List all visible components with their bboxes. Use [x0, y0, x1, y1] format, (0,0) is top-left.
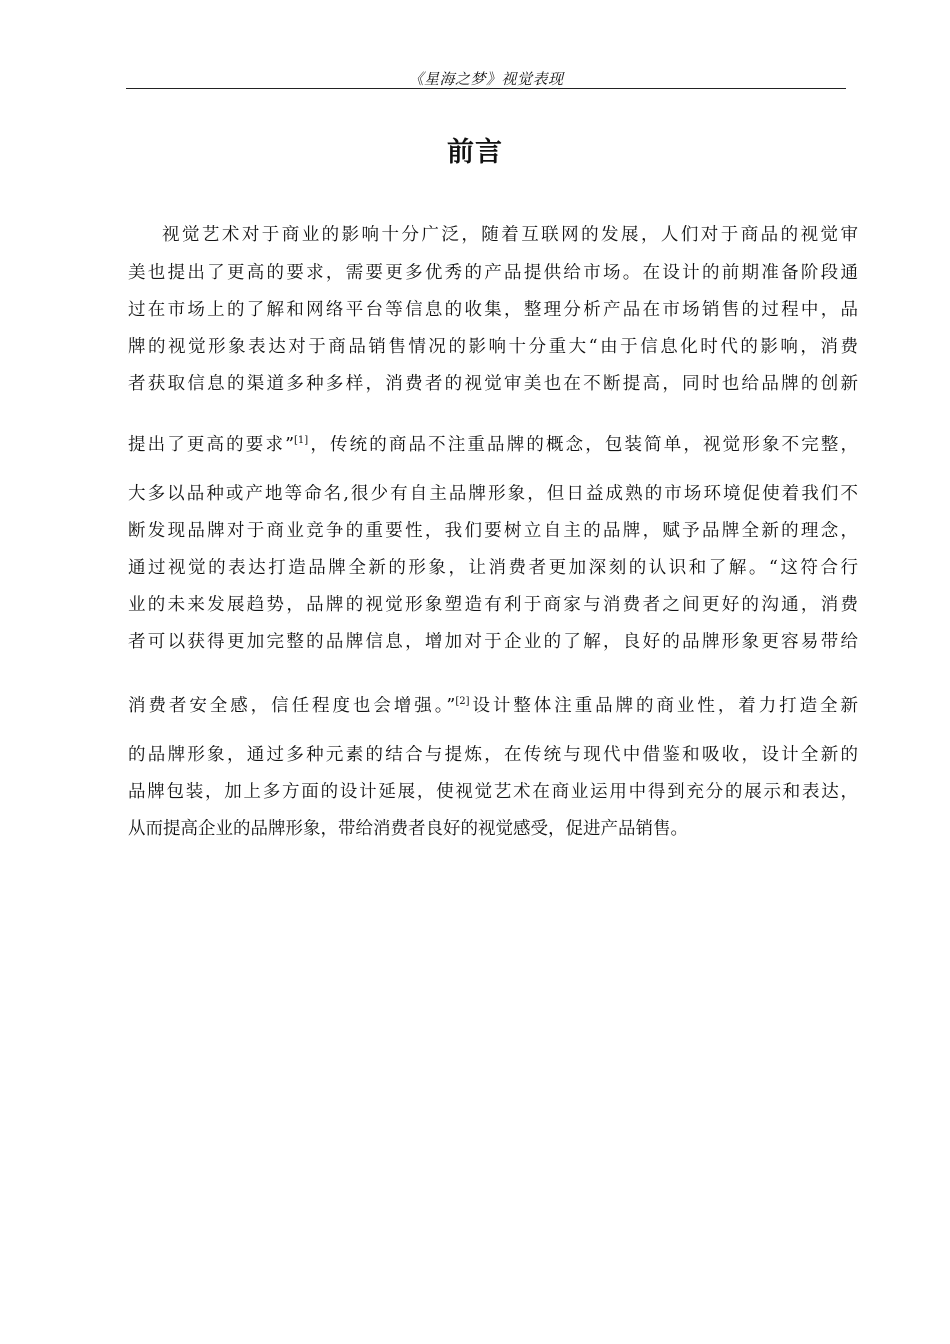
body-line: 过在市场上的了解和网络平台等信息的收集，整理分析产品在市场销售的过程中，品 [128, 300, 858, 320]
body-line: 业的未来发展趋势，品牌的视觉形象塑造有利于商家与消费者之间更好的沟通，消费 [128, 595, 858, 615]
body-line: 视觉艺术对于商业的影响十分广泛，随着互联网的发展，人们对于商品的视觉审 [162, 225, 858, 245]
citation-2: [2] [455, 696, 470, 708]
citation-1: [1] [294, 435, 309, 447]
body-line: 的品牌形象，通过多种元素的结合与提炼，在传统与现代中借鉴和吸收，设计全新的 [128, 745, 858, 765]
body-line: 通过视觉的表达打造品牌全新的形象，让消费者更加深刻的认识和了解。“这符合行 [128, 558, 858, 578]
body-line: 牌的视觉形象表达对于商品销售情况的影响十分重大“由于信息化时代的影响，消费 [128, 337, 858, 357]
body-line: 美也提出了更高的要求，需要更多优秀的产品提供给市场。在设计的前期准备阶段通 [128, 263, 858, 283]
header-rule [126, 88, 846, 89]
body-line-segment: 提出了更高的要求” [128, 435, 295, 455]
body-line: 从而提高企业的品牌形象，带给消费者良好的视觉感受，促进产品销售。 [128, 819, 688, 839]
body-line-segment: ，传统的商品不注重品牌的概念，包装简单，视觉形象不完整， [308, 435, 858, 455]
body-line-segment: 设计整体注重品牌的商业性，着力打造全新 [469, 696, 858, 716]
body-line-segment: 消费者安全感，信任程度也会增强。” [128, 696, 456, 716]
body-line: 大多以品种或产地等命名,很少有自主品牌形象，但日益成熟的市场环境促使着我们不 [128, 484, 858, 504]
body-line [128, 694, 858, 718]
body-line: 品牌包装，加上多方面的设计延展，使视觉艺术在商业运用中得到充分的展示和表达， [128, 782, 858, 802]
body-line [128, 433, 858, 457]
body-line: 者可以获得更加完整的品牌信息，增加对于企业的了解，良好的品牌形象更容易带给 [128, 632, 858, 652]
running-header: 《星海之梦》视觉表现 [408, 70, 564, 88]
page-title: 前言 [447, 137, 503, 168]
body-line: 者获取信息的渠道多种多样，消费者的视觉审美也在不断提高，同时也给品牌的创新 [128, 374, 858, 394]
body-line: 断发现品牌对于商业竞争的重要性，我们要树立自主的品牌，赋予品牌全新的理念， [128, 521, 858, 541]
